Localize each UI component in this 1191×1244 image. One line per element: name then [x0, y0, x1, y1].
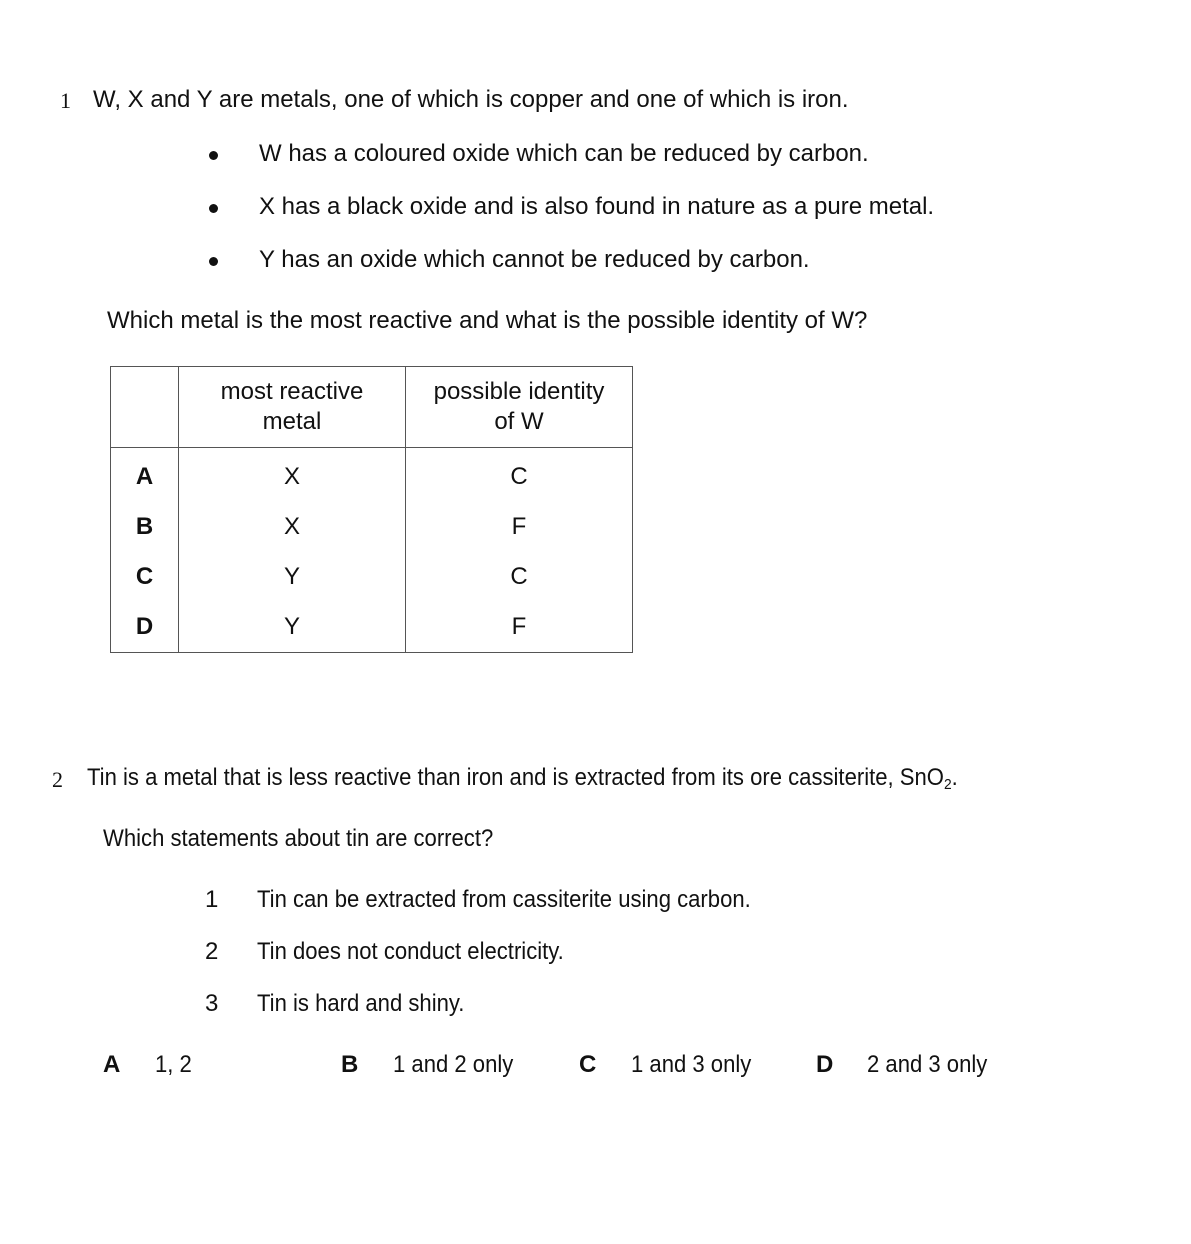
option-b-text[interactable]: 1 and 2 only: [393, 1051, 514, 1078]
bullet-icon: [209, 257, 218, 266]
header-line: possible identity: [433, 378, 605, 405]
stem-end: .: [951, 764, 958, 791]
answer-options-table: [110, 366, 633, 653]
statement-number: 1: [205, 886, 219, 913]
bullet-text-x: X has a black oxide and is also found in nature as a pure metal.: [259, 193, 935, 220]
most-reactive-cell: X: [179, 502, 406, 552]
option-letter: D: [816, 1051, 834, 1078]
most-reactive-cell: X: [179, 448, 406, 503]
option-letter: B: [341, 1051, 359, 1078]
most-reactive-cell: Y: [179, 552, 406, 602]
header-identity-of-w: [406, 367, 633, 448]
table-row[interactable]: [111, 602, 633, 653]
table-row[interactable]: [111, 552, 633, 602]
statement-text: Tin can be extracted from cassiterite using carbon.: [257, 886, 751, 913]
identity-cell: F: [406, 502, 633, 552]
question-1-stem: W, X and Y are metals, one of which is copper and one of which is iron.: [93, 86, 849, 113]
bullet-icon: [209, 204, 218, 213]
bullet-text-y: Y has an oxide which cannot be reduced by carbon.: [259, 246, 810, 273]
bullet-text-w: W has a coloured oxide which can be reduced by carbon.: [259, 140, 869, 167]
header-line: of W: [494, 408, 544, 435]
option-label: A: [111, 448, 179, 503]
identity-cell: F: [406, 602, 633, 653]
option-b[interactable]: [341, 1051, 358, 1079]
question-1-number: 1: [60, 88, 71, 113]
header-most-reactive: [179, 367, 406, 448]
question-2-prompt: Which statements about tin are correct?: [103, 825, 494, 852]
identity-cell: C: [406, 448, 633, 503]
header-line: most reactive: [220, 378, 364, 405]
table-header-row: [111, 367, 633, 448]
stem-text: Tin is a metal that is less reactive than iron and is extracted from its ore cassiterite, SnO: [87, 764, 944, 791]
question-2-number: 2: [52, 767, 63, 792]
table-row[interactable]: [111, 448, 633, 503]
option-c-text[interactable]: 1 and 3 only: [631, 1051, 752, 1078]
header-empty-cell: [111, 367, 179, 448]
table-row[interactable]: [111, 502, 633, 552]
option-letter: C: [579, 1051, 597, 1078]
statement-text: Tin is hard and shiny.: [257, 990, 465, 1017]
subscript: 2: [943, 776, 952, 793]
header-line: metal: [262, 408, 322, 435]
most-reactive-cell: Y: [179, 602, 406, 653]
question-2-stem: [87, 764, 958, 793]
option-a-text[interactable]: 1, 2: [155, 1051, 192, 1078]
identity-cell: C: [406, 552, 633, 602]
option-label: C: [111, 552, 179, 602]
option-label: B: [111, 502, 179, 552]
option-d[interactable]: [816, 1051, 833, 1079]
question-1-prompt: Which metal is the most reactive and what is the possible identity of W?: [107, 307, 868, 334]
statement-number: 3: [205, 990, 219, 1017]
statement-number: 2: [205, 938, 219, 965]
option-a[interactable]: [103, 1051, 120, 1079]
option-letter: A: [103, 1051, 121, 1078]
option-c[interactable]: [579, 1051, 596, 1079]
option-label: D: [111, 602, 179, 653]
statement-text: Tin does not conduct electricity.: [257, 938, 564, 965]
bullet-icon: [209, 151, 218, 160]
option-d-text[interactable]: 2 and 3 only: [867, 1051, 988, 1078]
